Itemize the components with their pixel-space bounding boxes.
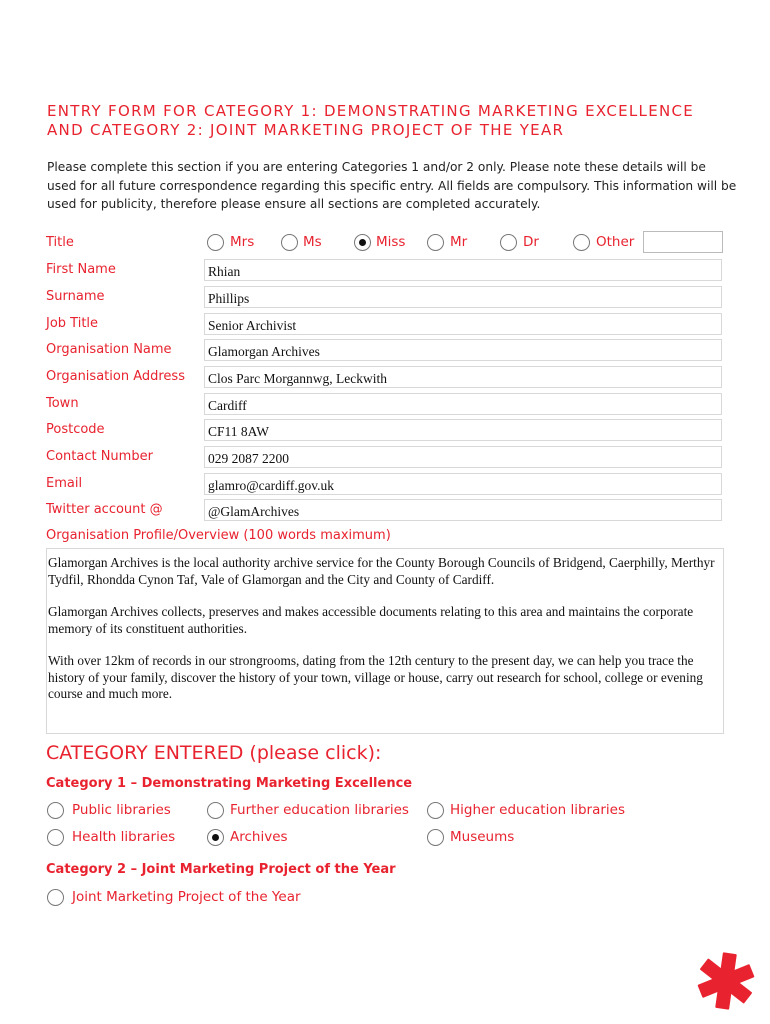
form-row-town xyxy=(0,393,770,419)
red-asterisk-icon xyxy=(696,950,756,1010)
email-label: Email xyxy=(46,476,83,491)
town-input[interactable]: Cardiff xyxy=(204,393,722,415)
contact-number-label: Contact Number xyxy=(46,449,153,464)
title-other-radio[interactable] xyxy=(573,234,590,251)
organisation-name-input[interactable]: Glamorgan Archives xyxy=(204,339,722,361)
higher-education-libraries-radio[interactable] xyxy=(427,802,444,819)
surname-input[interactable]: Phillips xyxy=(204,286,722,308)
form-row-organisation-address xyxy=(0,366,770,392)
form-row-surname xyxy=(0,286,770,312)
title-ms-label: Ms xyxy=(303,234,322,250)
joint-marketing-project-label: Joint Marketing Project of the Year xyxy=(72,889,301,905)
twitter-input[interactable]: @GlamArchives xyxy=(204,499,722,521)
first-name-label: First Name xyxy=(46,262,116,277)
contact-number-input[interactable]: 029 2087 2200 xyxy=(204,446,722,468)
job-title-label: Job Title xyxy=(46,316,99,331)
profile-paragraph-2: Glamorgan Archives collects, preserves and makes accessible documents relating to this area and maintains the corporate memory of its constituent authorities. xyxy=(48,604,694,636)
title-other-label: Other xyxy=(596,234,635,250)
title-dr-radio[interactable] xyxy=(500,234,517,251)
archives-label: Archives xyxy=(230,829,288,845)
category-2-title: Category 2 – Joint Marketing Project of the Year xyxy=(46,862,396,877)
higher-education-libraries-label: Higher education libraries xyxy=(450,802,625,818)
joint-marketing-project-radio[interactable] xyxy=(47,889,64,906)
title-ms-radio[interactable] xyxy=(281,234,298,251)
title-mrs-label: Mrs xyxy=(230,234,255,250)
organisation-address-input[interactable]: Clos Parc Morgannwg, Leckwith xyxy=(204,366,722,388)
health-libraries-radio[interactable] xyxy=(47,829,64,846)
archives-radio[interactable] xyxy=(207,829,224,846)
health-libraries-label: Health libraries xyxy=(72,829,176,845)
category-1-title: Category 1 – Demonstrating Marketing Excellence xyxy=(46,776,413,791)
heading-line-1: ENTRY FORM FOR CATEGORY 1: DEMONSTRATING MARKETING EXCELLENCE xyxy=(47,102,695,120)
form-row-email xyxy=(0,473,770,499)
category-section-title: CATEGORY ENTERED (please click): xyxy=(46,742,382,764)
form-row-first-name xyxy=(0,259,770,285)
public-libraries-label: Public libraries xyxy=(72,802,171,818)
form-heading xyxy=(47,102,747,140)
postcode-input[interactable]: CF11 8AW xyxy=(204,419,722,441)
town-label: Town xyxy=(46,396,79,411)
first-name-input[interactable]: Rhian xyxy=(204,259,722,281)
form-row-postcode xyxy=(0,419,770,445)
title-miss-label: Miss xyxy=(376,234,406,250)
museums-label: Museums xyxy=(450,829,515,845)
profile-paragraph-1: Glamorgan Archives is the local authority archive service for the County Borough Councils of Bridgend, Caerphilly, Merthyr Tydfil, Rhondda Cynon Taf, Vale of Glamorgan and the City and County of Cardiff. xyxy=(48,555,715,587)
intro-text: Please complete this section if you are entering Categories 1 and/or 2 only. Please note these details will be used for all future correspondence regarding this specific entry. All fields are compulsory. This information will be used for publicity, therefore please ensure all sections are completed accurately. xyxy=(47,160,737,211)
form-row-contact-number xyxy=(0,446,770,472)
title-miss-radio[interactable] xyxy=(354,234,371,251)
title-label: Title xyxy=(46,235,74,250)
title-mr-radio[interactable] xyxy=(427,234,444,251)
title-other-input[interactable] xyxy=(643,231,723,253)
profile-paragraph-3: With over 12km of records in our strongrooms, dating from the 12th century to the present day, we can help you trace the history of your family, discover the history of your town, village or house, carry out research for school, college or evening course and much more. xyxy=(48,653,703,701)
heading-line-2: AND CATEGORY 2: JOINT MARKETING PROJECT OF THE YEAR xyxy=(47,121,565,139)
further-education-libraries-label: Further education libraries xyxy=(230,802,409,818)
twitter-label: Twitter account @ xyxy=(46,502,163,517)
organisation-address-label: Organisation Address xyxy=(46,369,185,384)
form-row-twitter xyxy=(0,499,770,525)
postcode-label: Postcode xyxy=(46,422,105,437)
profile-label: Organisation Profile/Overview (100 words maximum) xyxy=(46,528,391,543)
form-row-job-title xyxy=(0,313,770,339)
email-input[interactable]: glamro@cardiff.gov.uk xyxy=(204,473,722,495)
surname-label: Surname xyxy=(46,289,105,304)
job-title-input[interactable]: Senior Archivist xyxy=(204,313,722,335)
form-row-organisation-name xyxy=(0,339,770,365)
title-mrs-radio[interactable] xyxy=(207,234,224,251)
public-libraries-radio[interactable] xyxy=(47,802,64,819)
title-mr-label: Mr xyxy=(450,234,468,250)
title-dr-label: Dr xyxy=(523,234,539,250)
profile-textarea[interactable] xyxy=(46,548,724,734)
museums-radio[interactable] xyxy=(427,829,444,846)
further-education-libraries-radio[interactable] xyxy=(207,802,224,819)
organisation-name-label: Organisation Name xyxy=(46,342,172,357)
